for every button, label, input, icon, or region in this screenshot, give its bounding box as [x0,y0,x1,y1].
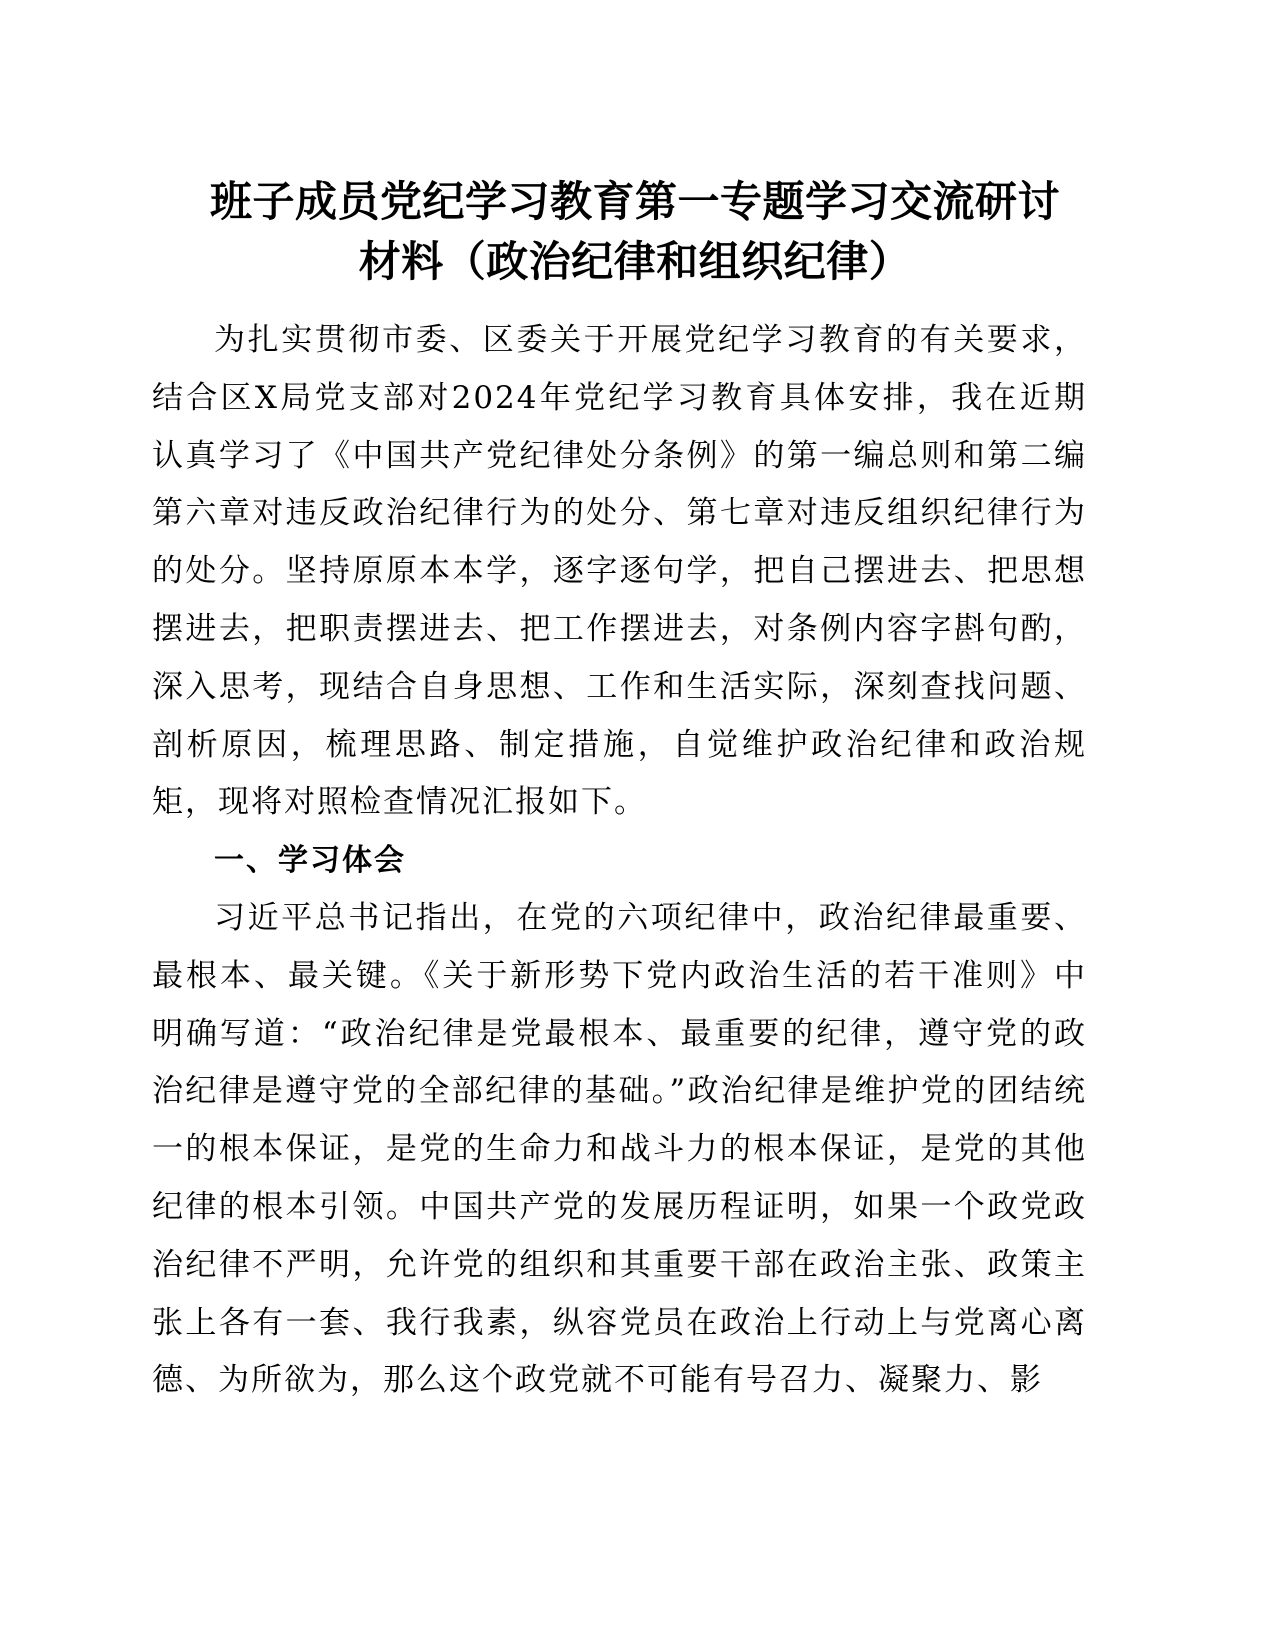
document-body [152,312,1087,1410]
section-heading-study-experience: 一、学习体会 [214,843,406,879]
intro-paragraph: 为扎实贯彻市委、区委关于开展党纪学习教育的有关要求，结合区X局党支部对2024年党纪学习教育具体安排，我在近期认真学习了《中国共产党纪律处分条例》的第一编总则和第二编第六章对违反政治纪律行为的处分、第七章对违反组织纪律行为的处分。坚持原原本本学，逐字逐句学，把自己摆进去、把思想摆进去，把职责摆进去、把工作摆进去，对条例内容字斟句酌，深入思考，现结合自身思想、工作和生活实际，深刻查找问题、剖析原因，梳理思路、制定措施，自觉维护政治纪律和政治规矩，现将对照检查情况汇报如下。 [152,322,1087,821]
title-line-1: 班子成员党纪学习教育第一专题学习交流研讨 [209,177,1060,226]
title-line-2: 材料（政治纪律和组织纪律） [358,237,912,286]
section-paragraph: 习近平总书记指出，在党的六项纪律中，政治纪律最重要、最根本、最关键。《关于新形势下党内政治生活的若干准则》中明确写道：“政治纪律是党最根本、最重要的纪律，遵守党的政治纪律是遵守党的全部纪律的基础。”政治纪律是维护党的团结统一的根本保证，是党的生命力和战斗力的根本保证，是党的其他纪律的根本引领。中国共产党的发展历程证明，如果一个政党政治纪律不严明，允许党的组织和其重要干部在政治主张、政策主张上各有一套、我行我素，纵容党员在政治上行动上与党离心离德、为所欲为，那么这个政党就不可能有号召力、凝聚力、影 [152,899,1087,1399]
document-title [150,172,1120,292]
